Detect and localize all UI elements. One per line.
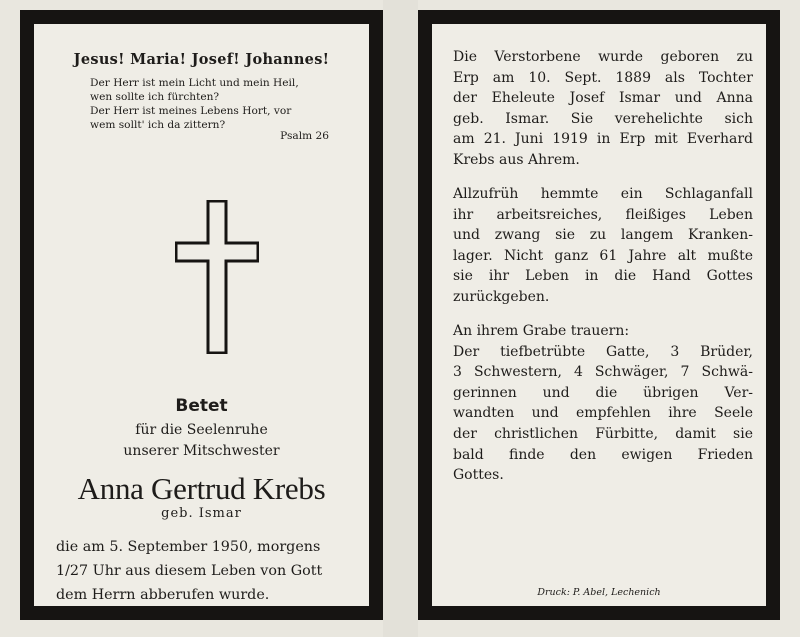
verse-line: wem sollt' ich da zittern?	[90, 119, 226, 131]
text-line: der christlichen Fürbitte, damit sie	[453, 425, 753, 442]
text-line: am 21. Juni 1919 in Erp mit Everhard	[453, 131, 753, 148]
deceased-name: Anna Gertrud Krebs	[77, 471, 326, 506]
text-line: sie ihr Leben in die Hand Gottes	[453, 268, 753, 285]
biography-paragraph	[453, 47, 753, 171]
text-line: zurückgeben.	[453, 288, 550, 305]
right-card-content	[432, 24, 766, 606]
right-card-panel	[418, 10, 780, 620]
illness-paragraph	[453, 184, 753, 308]
text-line: ihr arbeitsreiches, fleißiges Leben	[453, 206, 753, 223]
verse-line: Der Herr ist meines Lebens Hort, vor	[90, 105, 292, 117]
maiden-name: geb. Ismar	[161, 506, 242, 521]
text-line: Der tiefbetrübte Gatte, 3 Brüder,	[453, 343, 753, 360]
text-line: Gottes.	[453, 467, 504, 484]
text-line: Erp am 10. Sept. 1889 als Tochter	[453, 69, 753, 86]
text-line: An ihrem Grabe trauern:	[453, 323, 630, 339]
pray-line: für die Seelenruhe	[135, 422, 268, 438]
text-line: lager. Nicht ganz 61 Jahre alt mußte	[453, 247, 753, 264]
text-line: Krebs aus Ahrem.	[453, 151, 580, 168]
invocation-heading: Jesus! Maria! Josef! Johannes!	[73, 51, 330, 68]
verse-source: Psalm 26	[280, 130, 329, 142]
verse-line: wen sollte ich fürchten?	[90, 91, 220, 103]
pray-line: unserer Mitschwester	[123, 443, 280, 459]
latin-cross-icon	[175, 200, 259, 354]
text-line: und zwang sie zu langem Kranken-	[453, 227, 753, 244]
text-line: wandten und empfehlen ihre Seele	[453, 405, 753, 422]
card-fold	[383, 0, 418, 637]
text-line: bald finde den ewigen Frieden	[453, 446, 753, 463]
death-line: die am 5. September 1950, morgens	[56, 539, 321, 555]
text-line: der Eheleute Josef Ismar und Anna	[453, 90, 753, 107]
psalm-verse	[90, 76, 352, 132]
left-card-content	[34, 24, 369, 606]
text-line: gerinnen und die übrigen Ver-	[453, 384, 753, 401]
pray-title: Betet	[175, 396, 228, 416]
printer-imprint: Druck: P. Abel, Lechenich	[537, 587, 661, 598]
death-line: 1/27 Uhr aus diesem Leben von Gott	[56, 563, 323, 579]
text-line: Die Verstorbene wurde geboren zu	[453, 49, 753, 65]
verse-line: Der Herr ist mein Licht und mein Heil,	[90, 77, 299, 89]
text-line: geb. Ismar. Sie verehelichte sich	[453, 110, 753, 127]
death-line: dem Herrn abberufen wurde.	[56, 587, 270, 603]
text-line: Allzufrüh hemmte ein Schlaganfall	[453, 186, 753, 202]
left-card-panel	[20, 10, 383, 620]
mourners-paragraph	[453, 321, 753, 486]
text-line: 3 Schwestern, 4 Schwäger, 7 Schwä-	[453, 364, 753, 381]
